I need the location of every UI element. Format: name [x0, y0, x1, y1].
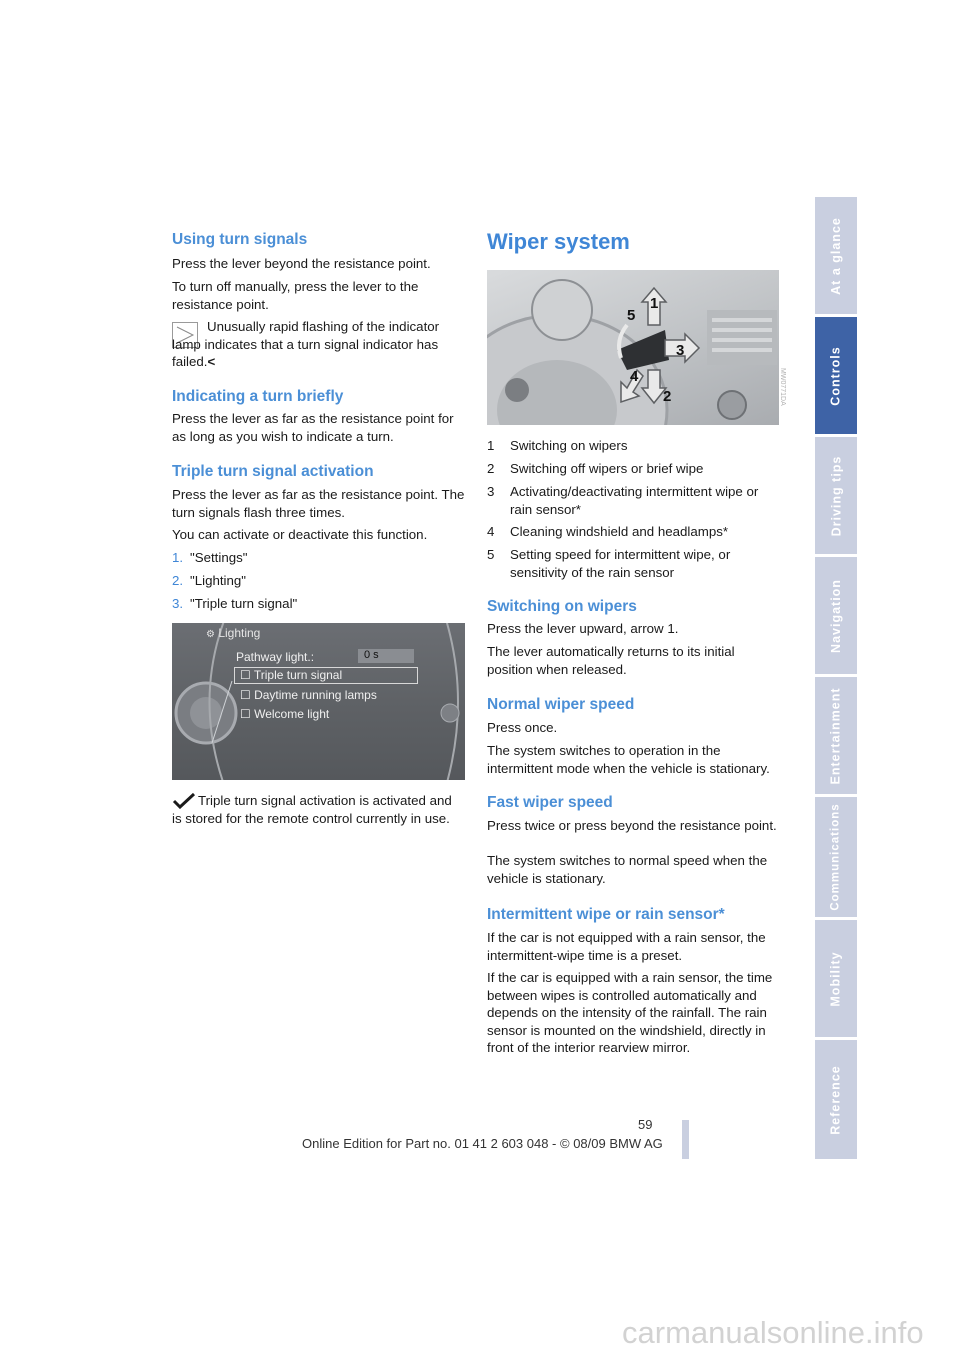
watermark: carmanualsonline.info: [622, 1315, 924, 1350]
diagram-label-5: 5: [627, 307, 636, 324]
step-number: 1.: [172, 550, 184, 565]
paragraph: The system switches to normal speed when the vehicle is stationary.: [487, 853, 768, 886]
tab-driving-tips[interactable]: Driving tips: [815, 437, 857, 554]
paragraph: Press twice or press beyond the resistance point.: [487, 818, 777, 833]
diagram-label-3: 3: [676, 342, 685, 359]
legend-text: Cleaning windshield and headlamps*: [510, 524, 729, 539]
tab-navigation[interactable]: Navigation: [815, 557, 857, 674]
chapter-sidebar: [815, 197, 857, 1159]
note-paragraph: [172, 318, 465, 371]
tab-mobility[interactable]: Mobility: [815, 920, 857, 1037]
screen-title: ⚙ Lighting: [206, 626, 261, 640]
step-text: "Lighting": [190, 573, 247, 588]
image-code: MW0771DA: [779, 368, 786, 406]
paragraph: Press the lever upward, arrow 1.: [487, 621, 679, 636]
step-number: 3.: [172, 596, 184, 611]
heading-indicating-briefly: Indicating a turn briefly: [172, 388, 344, 405]
heading-using-turn-signals: Using turn signals: [172, 231, 308, 248]
heading-intermittent: Intermittent wipe or rain sensor*: [487, 906, 725, 923]
footer-text: Online Edition for Part no. 01 41 2 603 048 - © 08/09 BMW AG: [302, 1136, 663, 1151]
legend-text: Switching on wipers: [510, 438, 628, 453]
menu-item-triple: ☐ Triple turn signal: [240, 668, 343, 682]
legend-text: Setting speed for intermittent wipe, or sensitivity of the rain sensor: [510, 547, 731, 580]
legend-number: 5: [487, 547, 495, 562]
tab-at-a-glance[interactable]: At a glance: [815, 197, 857, 314]
diagram-label-4: 4: [630, 368, 639, 385]
legend-number: 1: [487, 438, 495, 453]
step-text: "Triple turn signal": [190, 596, 298, 611]
legend-number: 3: [487, 484, 495, 499]
diagram-label-2: 2: [663, 388, 672, 405]
diagram-label-1: 1: [650, 295, 659, 312]
paragraph: If the car is equipped with a rain sensor, the time between wipes is controlled automatically and depends on the intensity of the rainfall. The rain sensor is mounted on the windshield, directly in front of the interior rearview mirror.: [487, 970, 773, 1056]
pathway-value: 0 s: [358, 649, 414, 663]
paragraph: Press once.: [487, 720, 558, 735]
paragraph: Press the lever as far as the resistance point. The turn signals flash three times.: [172, 487, 465, 520]
paragraph: To turn off manually, press the lever to the resistance point.: [172, 279, 419, 312]
heading-switching-on: Switching on wipers: [487, 598, 637, 615]
step-text: "Settings": [190, 550, 248, 565]
note-end-mark: <: [207, 354, 216, 370]
lighting-menu-screen: [172, 623, 465, 780]
heading-wiper-system: Wiper system: [487, 229, 630, 254]
page-number-bar: [682, 1120, 689, 1159]
paragraph: Press the lever as far as the resistance point for as long as you wish to indicate a turn.: [172, 411, 454, 444]
heading-triple-turn-signal: Triple turn signal activation: [172, 463, 374, 480]
paragraph: Press the lever beyond the resistance point.: [172, 256, 431, 271]
tab-entertainment[interactable]: Entertainment: [815, 677, 857, 794]
pathway-label: Pathway light.:: [236, 650, 315, 664]
checkmark-paragraph: Triple turn signal activation is activated and is stored for the remote control currently in use.: [172, 793, 452, 826]
legend-text: Switching off wipers or brief wipe: [510, 461, 704, 476]
tab-reference[interactable]: Reference: [815, 1040, 857, 1159]
paragraph: If the car is not equipped with a rain sensor, the intermittent-wipe time is a preset.: [487, 930, 766, 963]
tab-controls[interactable]: Controls: [815, 317, 857, 434]
heading-fast-speed: Fast wiper speed: [487, 794, 613, 811]
step-number: 2.: [172, 573, 184, 588]
legend-text: Activating/deactivating intermittent wipe or rain sensor*: [510, 484, 759, 517]
legend-number: 4: [487, 524, 495, 539]
menu-item-welcome: ☐ Welcome light: [240, 707, 330, 721]
paragraph: The lever automatically returns to its initial position when released.: [487, 644, 735, 677]
tab-communications[interactable]: Communications: [815, 797, 857, 917]
settings-icon: ⚙: [206, 629, 215, 640]
heading-normal-speed: Normal wiper speed: [487, 696, 635, 713]
note-text: Unusually rapid flashing of the indicator lamp indicates that a turn signal indicator has failed.: [172, 319, 440, 370]
legend-number: 2: [487, 461, 495, 476]
wiper-lever-photo: [487, 270, 779, 425]
menu-item-daytime: ☐ Daytime running lamps: [240, 688, 377, 702]
paragraph: You can activate or deactivate this function.: [172, 527, 428, 542]
paragraph: The system switches to operation in the intermittent mode when the vehicle is stationary.: [487, 743, 770, 776]
checkmark-icon: [172, 793, 196, 809]
page-number: 59: [638, 1117, 653, 1132]
